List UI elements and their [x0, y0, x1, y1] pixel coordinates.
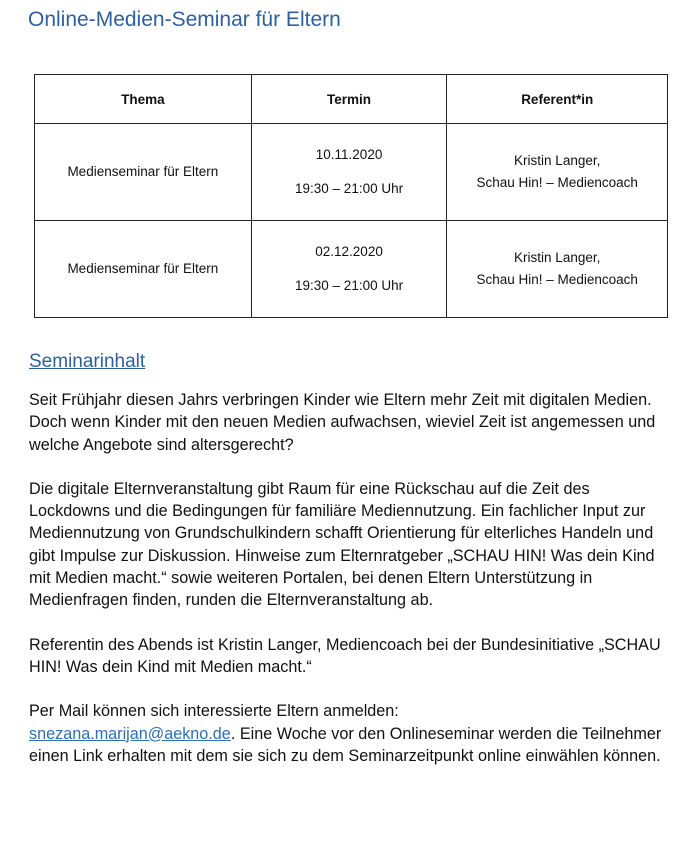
cell-referent [447, 124, 668, 221]
referent-role: Schau Hin! – Mediencoach [476, 272, 638, 287]
paragraph-intro: Seit Frühjahr diesen Jahrs verbringen Kinder wie Eltern mehr Zeit mit digitalen Medien. Doch wenn Kinder mit den neuen Medien aufwachsen, wieviel Zeit ist angemessen und welche Angebote sind altersgerecht? [29, 391, 656, 454]
cell-thema: Medienseminar für Eltern [35, 221, 252, 318]
referent-role: Schau Hin! – Mediencoach [476, 175, 638, 190]
registration-intro: Per Mail können sich interessierte Eltern anmelden: [29, 702, 399, 721]
registration-details: . Eine Woche vor den Onlineseminar werden die Teilnehmer einen Link erhalten mit dem sie sich zu dem Seminarzeitpunkt online einwählen können. [29, 724, 662, 765]
termin-date: 10.11.2020 [315, 147, 383, 163]
email-link[interactable]: snezana.marijan@aekno.de [29, 724, 231, 743]
referent-name: Kristin Langer, [514, 153, 601, 169]
paragraph-referent: Referentin des Abends ist Kristin Langer, Mediencoach bei der Bundesinitiative „SCHAU HIN! Was dein Kind mit Medien macht.“ [29, 635, 661, 676]
cell-referent [447, 221, 668, 318]
schedule-table [34, 74, 668, 318]
paragraph-registration [29, 700, 669, 767]
header-termin: Termin [251, 75, 447, 124]
table-row [35, 221, 668, 318]
table-header-row [35, 75, 668, 124]
cell-thema: Medienseminar für Eltern [35, 124, 252, 221]
header-thema: Thema [35, 75, 252, 124]
table-row [35, 124, 668, 221]
termin-date: 02.12.2020 [315, 244, 383, 260]
referent-name: Kristin Langer, [514, 250, 601, 266]
paragraph-description: Die digitale Elternveranstaltung gibt Raum für eine Rückschau auf die Zeit des Lockdowns und die Bedingungen für familiäre Mediennutzung. Ein fachlicher Input zur Mediennutzung von Grundschulkindern schafft Orientierung für elterliches Handeln und gibt Impulse zur Diskussion. Hinweise zum Elternratgeber „SCHAU HIN! Was dein Kind mit Medien macht.“ sowie weiteren Portalen, bei denen Eltern Unterstützung in Medienfragen finden, runden die Elternveranstaltung ab. [29, 479, 655, 610]
cell-termin [251, 221, 447, 318]
seminar-content [29, 389, 669, 789]
termin-time: 19:30 – 21:00 Uhr [295, 181, 404, 196]
header-referent: Referent*in [447, 75, 668, 124]
section-heading: Seminarinhalt [29, 351, 146, 372]
page-title: Online-Medien-Seminar für Eltern [28, 8, 341, 31]
termin-time: 19:30 – 21:00 Uhr [295, 278, 404, 293]
cell-termin [251, 124, 447, 221]
